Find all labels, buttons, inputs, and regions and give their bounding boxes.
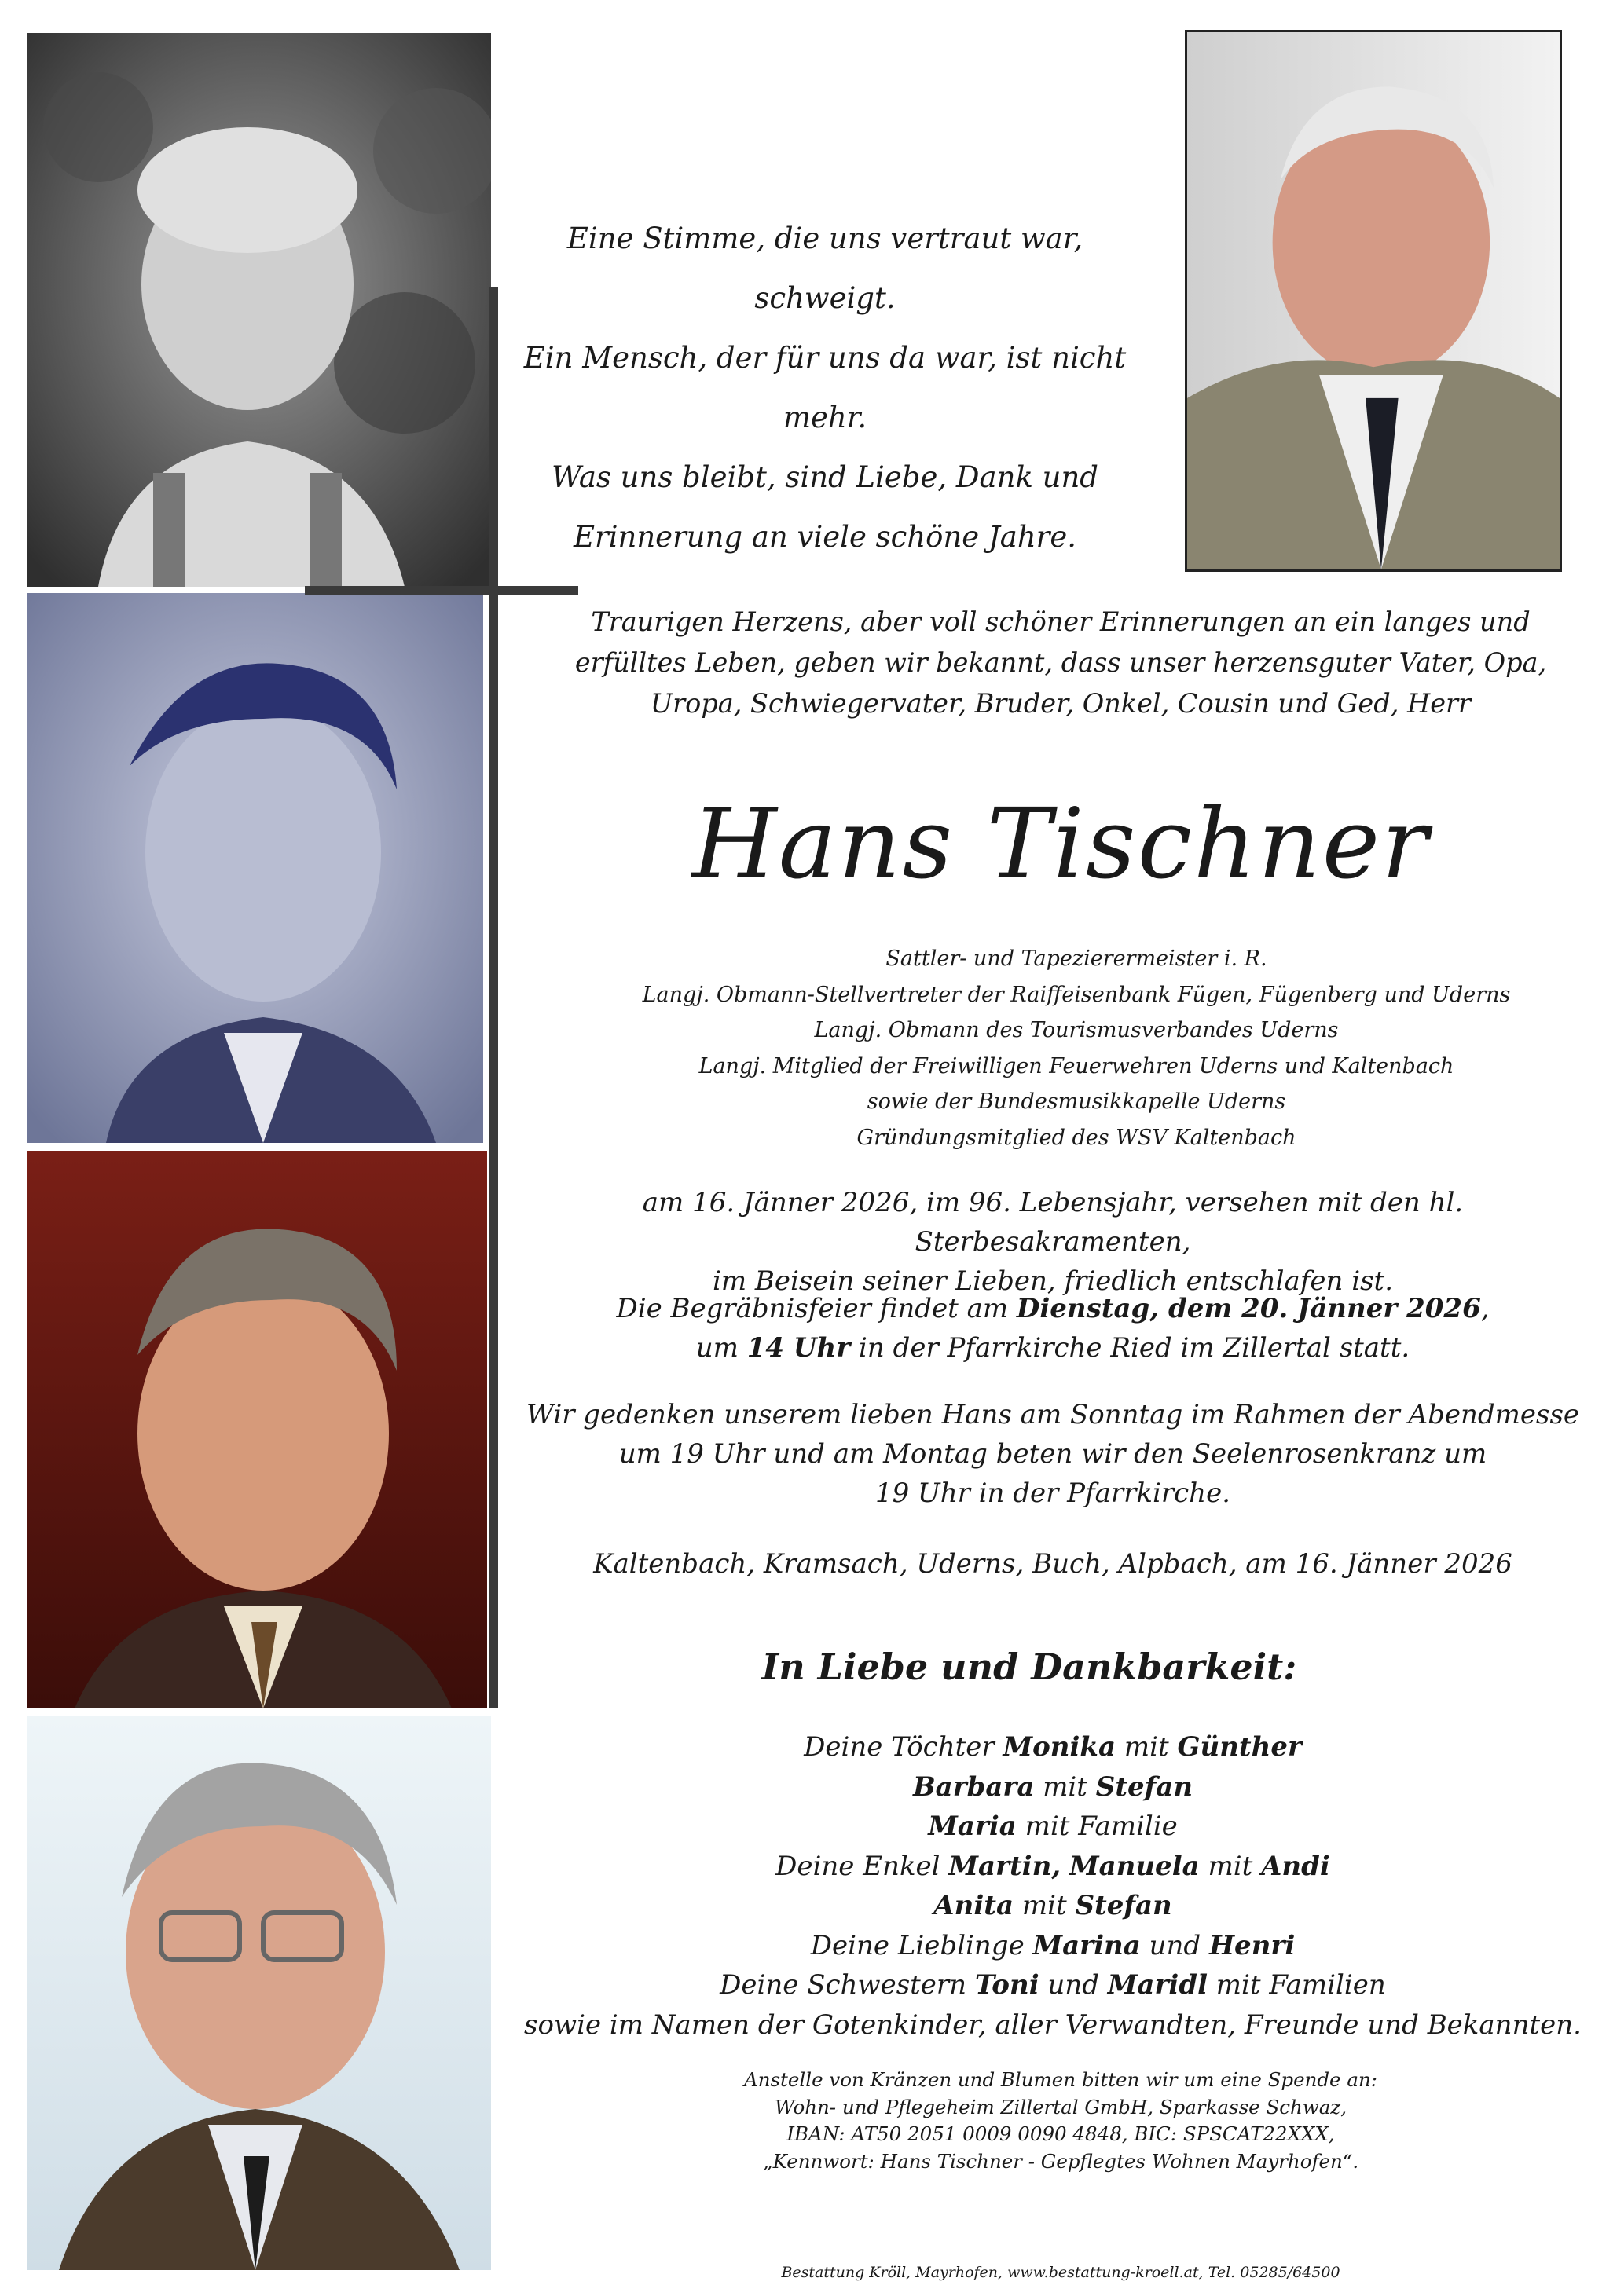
donation-line: IBAN: AT50 2051 0009 0090 4848, BIC: SPSCAT22XXX, (786, 2122, 1335, 2145)
title-line: Langj. Mitglied der Freiwilligen Feuerwehren Uderns und Kaltenbach (698, 1053, 1454, 1078)
donation-request (660, 2067, 1461, 2175)
funeral-time: 14 Uhr (746, 1332, 851, 1364)
death-notice (503, 1183, 1603, 1301)
funeral-notice (503, 1289, 1603, 1368)
memorial-notice (503, 1395, 1603, 1513)
death-line: im Beisein seiner Lieben, friedlich entschlafen ist. (712, 1265, 1394, 1297)
title-line: Sattler- und Tapezierermeister i. R. (885, 947, 1267, 971)
poem-line: Ein Mensch, der für uns da war, ist nicht mehr. (523, 341, 1127, 434)
poem (503, 209, 1147, 567)
poem-line: Erinnerung an viele schöne Jahre. (573, 520, 1077, 554)
family-line: Deine Enkel Martin, Manuela mit Andi (775, 1850, 1330, 1882)
donation-line: „Kennwort: Hans Tischner - Gepflegtes Wohnen Mayrhofen“. (762, 2149, 1359, 2173)
family-line: Deine Schwestern Toni und Maridl mit Familien (720, 1969, 1386, 2001)
cross-horizontal-bar (305, 586, 578, 595)
poem-line: Was uns bleibt, sind Liebe, Dank und (552, 460, 1098, 494)
memorial-line: um 19 Uhr und am Montag beten wir den Seelenrosenkranz um (618, 1438, 1487, 1470)
death-line: am 16. Jänner 2026, im 96. Lebensjahr, versehen mit den hl. Sterbesakramenten, (642, 1187, 1464, 1258)
family-line: Anita mit Stefan (933, 1890, 1172, 1921)
photo-middle-aged (27, 1151, 487, 1708)
family-line: sowie im Namen der Gotenkinder, aller Verwandten, Freunde und Bekannten. (524, 2009, 1582, 2041)
funeral-line-2: um 14 Uhr in der Pfarrkirche Ried im Zillertal statt. (695, 1332, 1410, 1364)
funeral-home-footer: Bestattung Kröll, Mayrhofen, www.bestattung-kroell.at, Tel. 05285/64500 (781, 2264, 1340, 2281)
family-line: Deine Lieblinge Marina und Henri (810, 1929, 1296, 1961)
cross-vertical-bar (489, 287, 498, 1708)
place-date: Kaltenbach, Kramsach, Uderns, Buch, Alpbach, am 16. Jänner 2026 (593, 1548, 1512, 1580)
memorial-line: Wir gedenken unserem lieben Hans am Sonntag im Rahmen der Abendmesse (526, 1399, 1580, 1430)
title-line: sowie der Bundesmusikkapelle Uderns (867, 1089, 1286, 1114)
photo-young-man (27, 593, 483, 1143)
intro-line: Uropa, Schwiegervater, Bruder, Onkel, Cousin und Ged, Herr (650, 688, 1472, 719)
family-line: Maria mit Familie (928, 1811, 1178, 1842)
photo-older-glasses (27, 1716, 491, 2270)
title-line: Gründungsmitglied des WSV Kaltenbach (856, 1125, 1296, 1150)
photo-elderly (1185, 30, 1562, 572)
photo-child (27, 33, 491, 587)
deceased-name: Hans Tischner (691, 788, 1430, 901)
donation-line: Wohn- und Pflegeheim Zillertal GmbH, Sparkasse Schwaz, (774, 2095, 1347, 2118)
intro-text (550, 602, 1571, 724)
family-line: Deine Töchter Monika mit Günther (804, 1731, 1302, 1763)
donation-line: Anstelle von Kränzen und Blumen bitten wir um eine Spende an: (744, 2068, 1377, 2091)
funeral-date: Dienstag, dem 20. Jänner 2026 (1016, 1293, 1481, 1324)
poem-line: Eine Stimme, die uns vertraut war, schweigt. (566, 222, 1083, 315)
family-line: Barbara mit Stefan (912, 1771, 1193, 1803)
title-line: Langj. Obmann-Stellvertreter der Raiffeisenbank Fügen, Fügenberg und Uderns (642, 982, 1511, 1007)
memorial-line: 19 Uhr in der Pfarrkirche. (874, 1478, 1231, 1509)
intro-line: erfülltes Leben, geben wir bekannt, dass unser herzensguter Vater, Opa, (574, 647, 1547, 678)
intro-line: Traurigen Herzens, aber voll schöner Erinnerungen an ein langes und (591, 606, 1531, 637)
funeral-line-1: Die Begräbnisfeier findet am Dienstag, dem 20. Jänner 2026, (616, 1293, 1490, 1324)
title-line: Langj. Obmann des Tourismusverbandes Uderns (814, 1018, 1339, 1042)
family-list (503, 1727, 1603, 2045)
thanks-heading: In Liebe und Dankbarkeit: (761, 1646, 1297, 1688)
honorary-titles (581, 941, 1571, 1155)
